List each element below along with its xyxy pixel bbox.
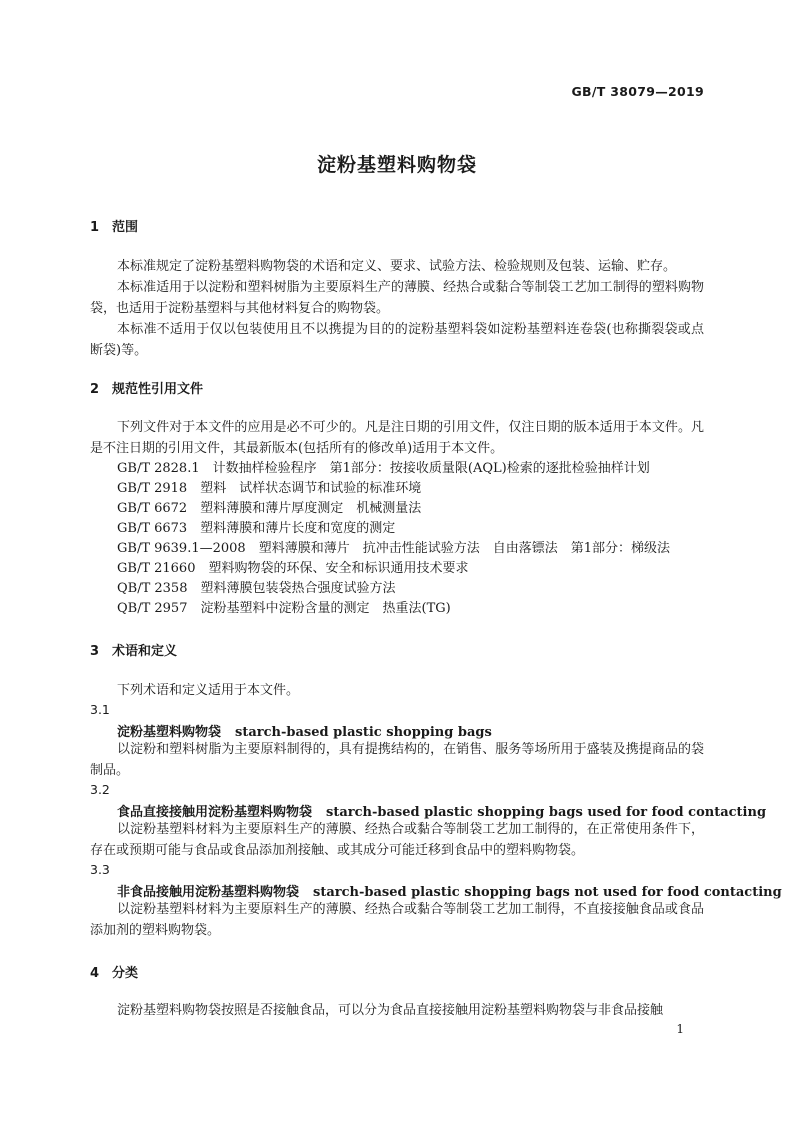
reference-title: 塑料薄膜和薄片 抗冲击性能试验方法 自由落镖法 第1部分：梯级法	[258, 541, 670, 556]
reference-title: 塑料薄膜和薄片厚度测定 机械测量法	[200, 501, 422, 516]
reference-code: GB/T 6672	[117, 501, 188, 516]
reference-code: GB/T 2918	[117, 481, 188, 496]
section-4-heading	[90, 962, 138, 981]
reference-item	[117, 559, 469, 579]
reference-code: QB/T 2358	[117, 581, 188, 596]
section-3-heading	[90, 640, 177, 659]
term-chinese: 淀粉基塑料购物袋	[117, 725, 222, 740]
reference-item	[117, 579, 396, 599]
reference-code: GB/T 21660	[117, 561, 196, 576]
term-definition: 以淀粉基塑料材料为主要原料生产的薄膜、经热合或黏合等制袋工艺加工制得的，在正常使用条件下，存在或预期可能与食品或食品添加剂接触、或其成分可能迁移到食品中的塑料购物袋。	[90, 822, 704, 858]
term-chinese: 非食品接触用淀粉基塑料购物袋	[117, 885, 300, 900]
section-title: 分类	[112, 966, 139, 981]
section-title: 范围	[112, 220, 139, 235]
term-heading	[117, 801, 766, 820]
section-1-heading	[90, 216, 138, 235]
clause-number: 3.1	[90, 702, 110, 717]
page-number: 1	[676, 1022, 684, 1036]
section-number: 4	[90, 966, 100, 981]
reference-title: 塑料 试样状态调节和试验的标准环境	[200, 481, 422, 496]
reference-item	[117, 539, 670, 559]
reference-item	[117, 479, 421, 499]
section-number: 1	[90, 220, 100, 235]
reference-title: 淀粉基塑料中淀粉含量的测定 热重法(TG)	[200, 601, 451, 616]
document-title: 淀粉基塑料购物袋	[316, 154, 477, 176]
reference-code: GB/T 2828.1	[117, 461, 200, 476]
scope-paragraph-1: 本标准规定了淀粉基塑料购物袋的术语和定义、要求、试验方法、检验规则及包装、运输、贮存。	[117, 259, 677, 274]
scope-paragraph-2: 本标准适用于以淀粉和塑料树脂为主要原料生产的薄膜、经热合或黏合等制袋工艺加工制得的塑料购物袋，也适用于淀粉基塑料与其他材料复合的购物袋。	[90, 280, 704, 316]
references-intro: 下列文件对于本文件的应用是必不可少的。凡是注日期的引用文件，仅注日期的版本适用于本文件。凡是不注日期的引用文件，其最新版本(包括所有的修改单)适用于本文件。	[90, 420, 704, 456]
section-title: 规范性引用文件	[112, 382, 204, 397]
reference-code: GB/T 6673	[117, 521, 188, 536]
term-definition: 以淀粉基塑料材料为主要原料生产的薄膜、经热合或黏合等制袋工艺加工制得，不直接接触食品或食品添加剂的塑料购物袋。	[90, 902, 704, 938]
reference-item	[117, 499, 421, 519]
term-english: starch-based plastic shopping bags	[235, 725, 492, 740]
section-2-heading	[90, 378, 203, 397]
term-definition: 以淀粉和塑料树脂为主要原料制得的，具有提携结构的，在销售、服务等场所用于盛装及携提商品的袋制品。	[90, 742, 704, 778]
term-chinese: 食品直接接触用淀粉基塑料购物袋	[117, 805, 313, 820]
clause-number: 3.2	[90, 782, 110, 797]
reference-code: QB/T 2957	[117, 601, 188, 616]
term-heading	[117, 721, 492, 740]
scope-paragraph-3: 本标准不适用于仅以包装使用且不以携提为目的的淀粉基塑料袋如淀粉基塑料连卷袋(也称撕裂袋或点断袋)等。	[90, 322, 704, 358]
reference-title: 塑料购物袋的环保、安全和标识通用技术要求	[208, 561, 469, 576]
classification-paragraph: 淀粉基塑料购物袋按照是否接触食品，可以分为食品直接接触用淀粉基塑料购物袋与非食品接触	[117, 1003, 664, 1018]
section-number: 2	[90, 382, 100, 397]
reference-code: GB/T 9639.1—2008	[117, 541, 246, 556]
standard-number: GB/T 38079—2019	[571, 84, 704, 99]
section-title: 术语和定义	[112, 644, 178, 659]
reference-title: 塑料薄膜包装袋热合强度试验方法	[200, 581, 396, 596]
term-english: starch-based plastic shopping bags not used for food contacting	[313, 885, 782, 900]
terms-intro: 下列术语和定义适用于本文件。	[117, 683, 300, 698]
reference-item	[117, 459, 650, 479]
reference-item	[117, 519, 395, 539]
reference-title: 计数抽样检验程序 第1部分：按接收质量限(AQL)检索的逐批检验抽样计划	[212, 461, 650, 476]
reference-item	[117, 599, 451, 619]
section-number: 3	[90, 644, 100, 659]
reference-title: 塑料薄膜和薄片长度和宽度的测定	[200, 521, 396, 536]
term-english: starch-based plastic shopping bags used for food contacting	[326, 805, 767, 820]
term-heading	[117, 881, 782, 900]
clause-number: 3.3	[90, 862, 110, 877]
